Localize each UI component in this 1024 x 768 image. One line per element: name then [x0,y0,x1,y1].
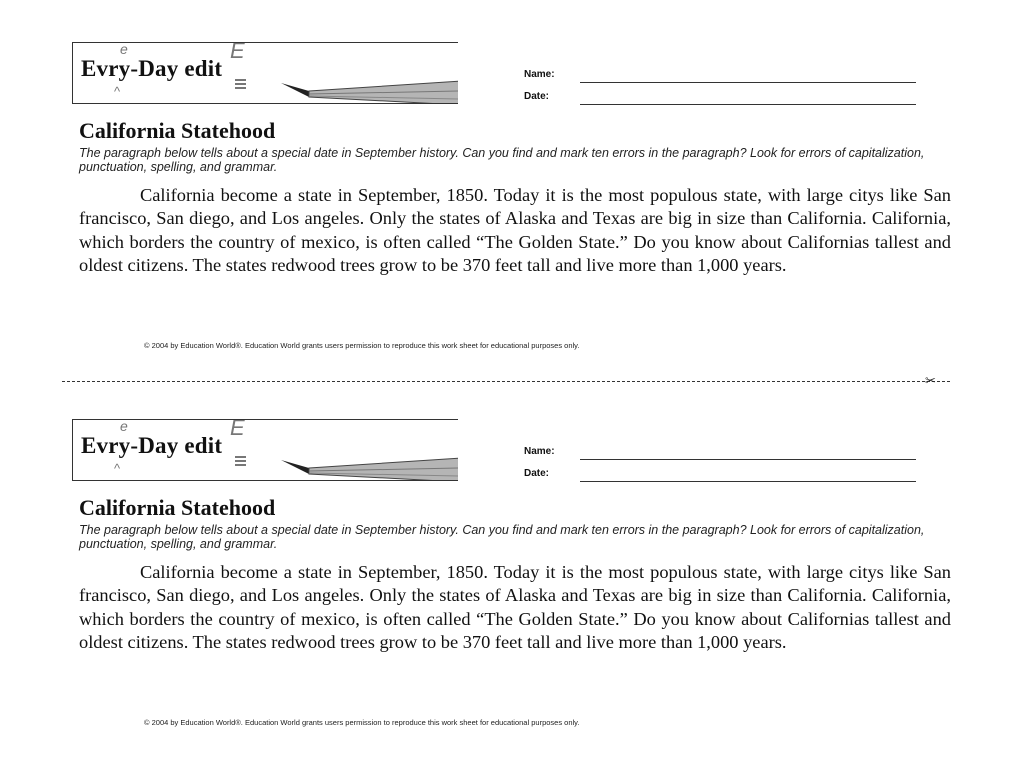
worksheet-title: California Statehood [79,118,276,143]
edit-paragraph: California become a state in September, 1850. Today it is the most populous state, with large citys like San francisco, San diego, and Los angeles. Only the states of Alaska and Texas are big in size than California. California, which borders the country of mexico, is often called “The Golden State.” Do you know about Californias tallest and oldest citizens. The states redwood trees grow to be 370 feet tall and live more than 1,000 years. [79,185,951,276]
logo-caret-mark: ^ [114,461,121,476]
logo-big-e: E [230,419,245,440]
name-field[interactable] [524,446,916,460]
instructions: The paragraph below tells about a special date in September history. Can you find and mark ten errors in the paragraph? Look for errors of capitalization, punctuation, spelling, and grammar. [79,523,925,551]
name-label: Name: [524,446,555,457]
everyday-edit-logo [72,42,458,104]
date-field[interactable] [524,468,916,482]
date-line[interactable] [580,104,916,105]
logo-text: Evry-Day edit [81,433,223,458]
worksheet-title: California Statehood [79,495,276,520]
name-label: Name: [524,69,555,80]
logo-big-e: E [230,42,245,63]
scissors-icon: ✂ [925,374,936,389]
name-line[interactable] [580,459,916,460]
date-label: Date: [524,91,550,102]
name-line[interactable] [580,82,916,83]
logo-small-e: e [120,419,128,434]
logo-text: Evry-Day edit [81,56,223,81]
logo-capitalize-mark [235,456,246,466]
everyday-edit-logo [72,419,458,481]
date-line[interactable] [580,481,916,482]
copyright-notice: © 2004 by Education World®. Education World grants users permission to reproduce this work sheet for educational purposes only. [144,341,580,350]
instructions: The paragraph below tells about a special date in September history. Can you find and mark ten errors in the paragraph? Look for errors of capitalization, punctuation, spelling, and grammar. [79,146,925,174]
date-field[interactable] [524,91,916,105]
logo-caret-mark: ^ [114,84,121,99]
date-label: Date: [524,468,550,479]
copyright-notice: © 2004 by Education World®. Education World grants users permission to reproduce this work sheet for educational purposes only. [144,718,580,727]
worksheet-bottom [0,377,1024,757]
name-field[interactable] [524,69,916,83]
edit-paragraph: California become a state in September, 1850. Today it is the most populous state, with large citys like San francisco, San diego, and Los angeles. Only the states of Alaska and Texas are big in size than California. California, which borders the country of mexico, is often called “The Golden State.” Do you know about Californias tallest and oldest citizens. The states redwood trees grow to be 370 feet tall and live more than 1,000 years. [79,562,951,653]
logo-small-e: e [120,42,128,57]
pencil-icon [281,53,458,104]
worksheet-top [0,0,1024,380]
logo-capitalize-mark [235,79,246,89]
pencil-icon [281,430,458,481]
